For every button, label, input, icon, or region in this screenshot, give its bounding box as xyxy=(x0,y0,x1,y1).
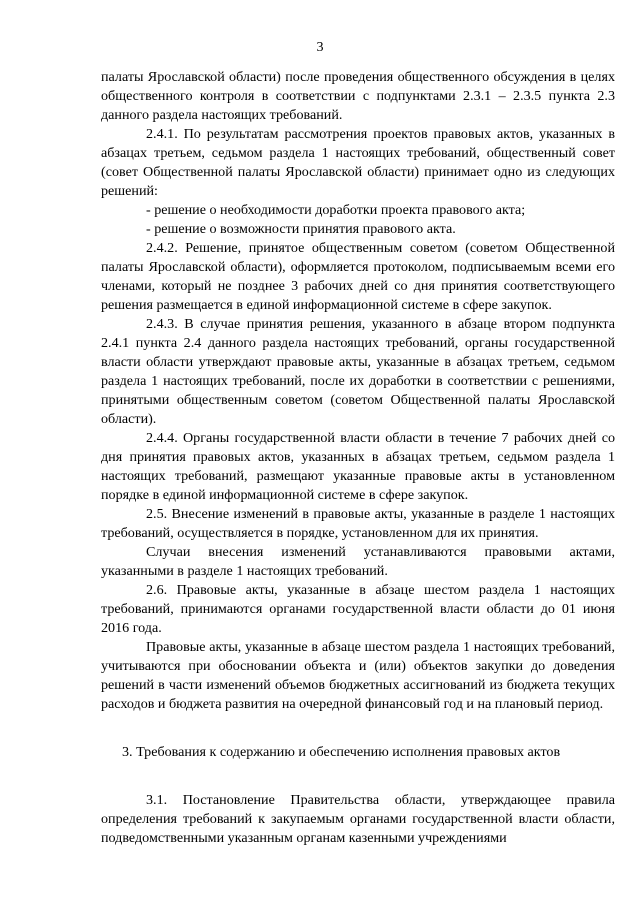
paragraph: Случаи внесения изменений устанавливаются правовыми актами, указанными в разделе 1 настоящих требований. xyxy=(101,544,615,579)
paragraph: - решение о возможности принятия правового акта. xyxy=(146,221,456,237)
paragraph: 2.4.3. В случае принятия решения, указанного в абзаце втором подпункта 2.4.1 пункта 2.4 данного раздела настоящих требований, органы государственной власти области утверждают правовые акты, указанные в абзацах третьем, седьмом раздела 1 настоящих требований, после их доработки в соответствии с решениями, принятыми общественным советом (советом Общественной палаты Ярославской области). xyxy=(101,316,615,427)
paragraphs-after-heading xyxy=(101,791,615,848)
paragraphs-before-heading xyxy=(101,68,615,714)
paragraph: 2.5. Внесение изменений в правовые акты, указанные в разделе 1 настоящих требований, осуществляется в порядке, установленном для их принятия. xyxy=(101,506,615,541)
section-heading: 3. Требования к содержанию и обеспечению исполнения правовых актов xyxy=(122,744,561,760)
paragraph: 2.4.1. По результатам рассмотрения проектов правовых актов, указанных в абзацах третьем, седьмом раздела 1 настоящих требований, общественный совет (совет Общественной палаты Ярославской области) принимает одно из следующих решений: xyxy=(101,126,615,199)
paragraph: 2.4.4. Органы государственной власти области в течение 7 рабочих дней со дня принятия правовых актов, указанных в абзацах третьем, седьмом раздела 1 настоящих требований, размещают указанные правовые акты в установленном порядке в единой информационной системе в сфере закупок. xyxy=(101,430,615,503)
page-number: 3 xyxy=(316,39,324,55)
paragraph: - решение о необходимости доработки проекта правового акта; xyxy=(146,202,526,218)
paragraph: Правовые акты, указанные в абзаце шестом раздела 1 настоящих требований, учитываются при обосновании объекта и (или) объектов закупки до доведения решений в части изменений объемов бюджетных ассигнований из бюджета текущих расходов и бюджета развития на очередной финансовый год и на плановый период. xyxy=(101,639,615,712)
paragraph: палаты Ярославской области) после проведения общественного обсуждения в целях общественного контроля в соответствии с подпунктами 2.3.1 – 2.3.5 пункта 2.3 данного раздела настоящих требований. xyxy=(101,69,615,123)
paragraph: 3.1. Постановление Правительства области, утверждающее правила определения требований к закупаемым органами государственной власти области, подведомственными указанным органам казенными учреждениями xyxy=(101,792,615,846)
paragraph: 2.4.2. Решение, принятое общественным советом (советом Общественной палаты Ярославской области), оформляется протоколом, подписываемым всеми его членами, который не позднее 3 рабочих дней со дня принятия соответствующего решения размещается в единой информационной системе в сфере закупок. xyxy=(101,240,615,313)
document-body xyxy=(101,68,615,848)
paragraph: 2.6. Правовые акты, указанные в абзаце шестом раздела 1 настоящих требований, принимаются органами государственной власти области до 01 июня 2016 года. xyxy=(101,582,615,636)
